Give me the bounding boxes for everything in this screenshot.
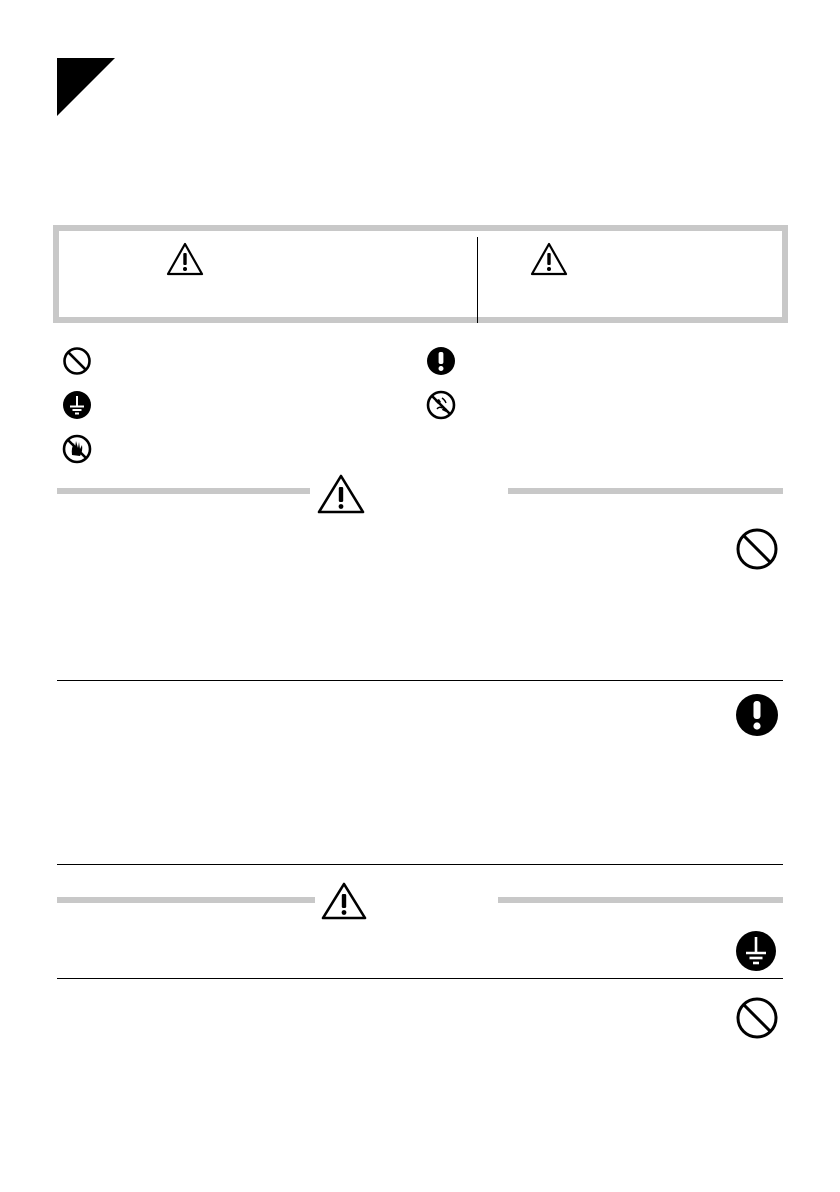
no-wet-hands-icon [62, 434, 92, 464]
section-header-bar-left [57, 897, 315, 903]
prohibited-icon [735, 996, 779, 1040]
section-header-bar-right [498, 897, 783, 903]
section-header-bar-left [57, 488, 310, 494]
no-disassembly-icon [426, 390, 456, 420]
prohibited-icon [62, 346, 92, 376]
corner-mark-icon [57, 58, 115, 116]
warning-triangle-icon [166, 242, 204, 276]
prohibited-icon [735, 527, 779, 571]
hazard-level-legend-box [53, 225, 788, 323]
item-separator [57, 864, 783, 865]
legend-divider [477, 237, 478, 323]
warning-triangle-icon [321, 882, 367, 920]
ground-earth-icon [735, 930, 777, 972]
item-separator [57, 978, 783, 979]
item-separator [57, 680, 783, 681]
mandatory-exclamation-icon [735, 693, 779, 737]
section-header-bar-right [508, 488, 783, 494]
warning-triangle-icon [530, 242, 568, 276]
warning-triangle-icon [317, 474, 365, 514]
ground-earth-icon [62, 390, 92, 420]
mandatory-exclamation-icon [426, 346, 456, 376]
